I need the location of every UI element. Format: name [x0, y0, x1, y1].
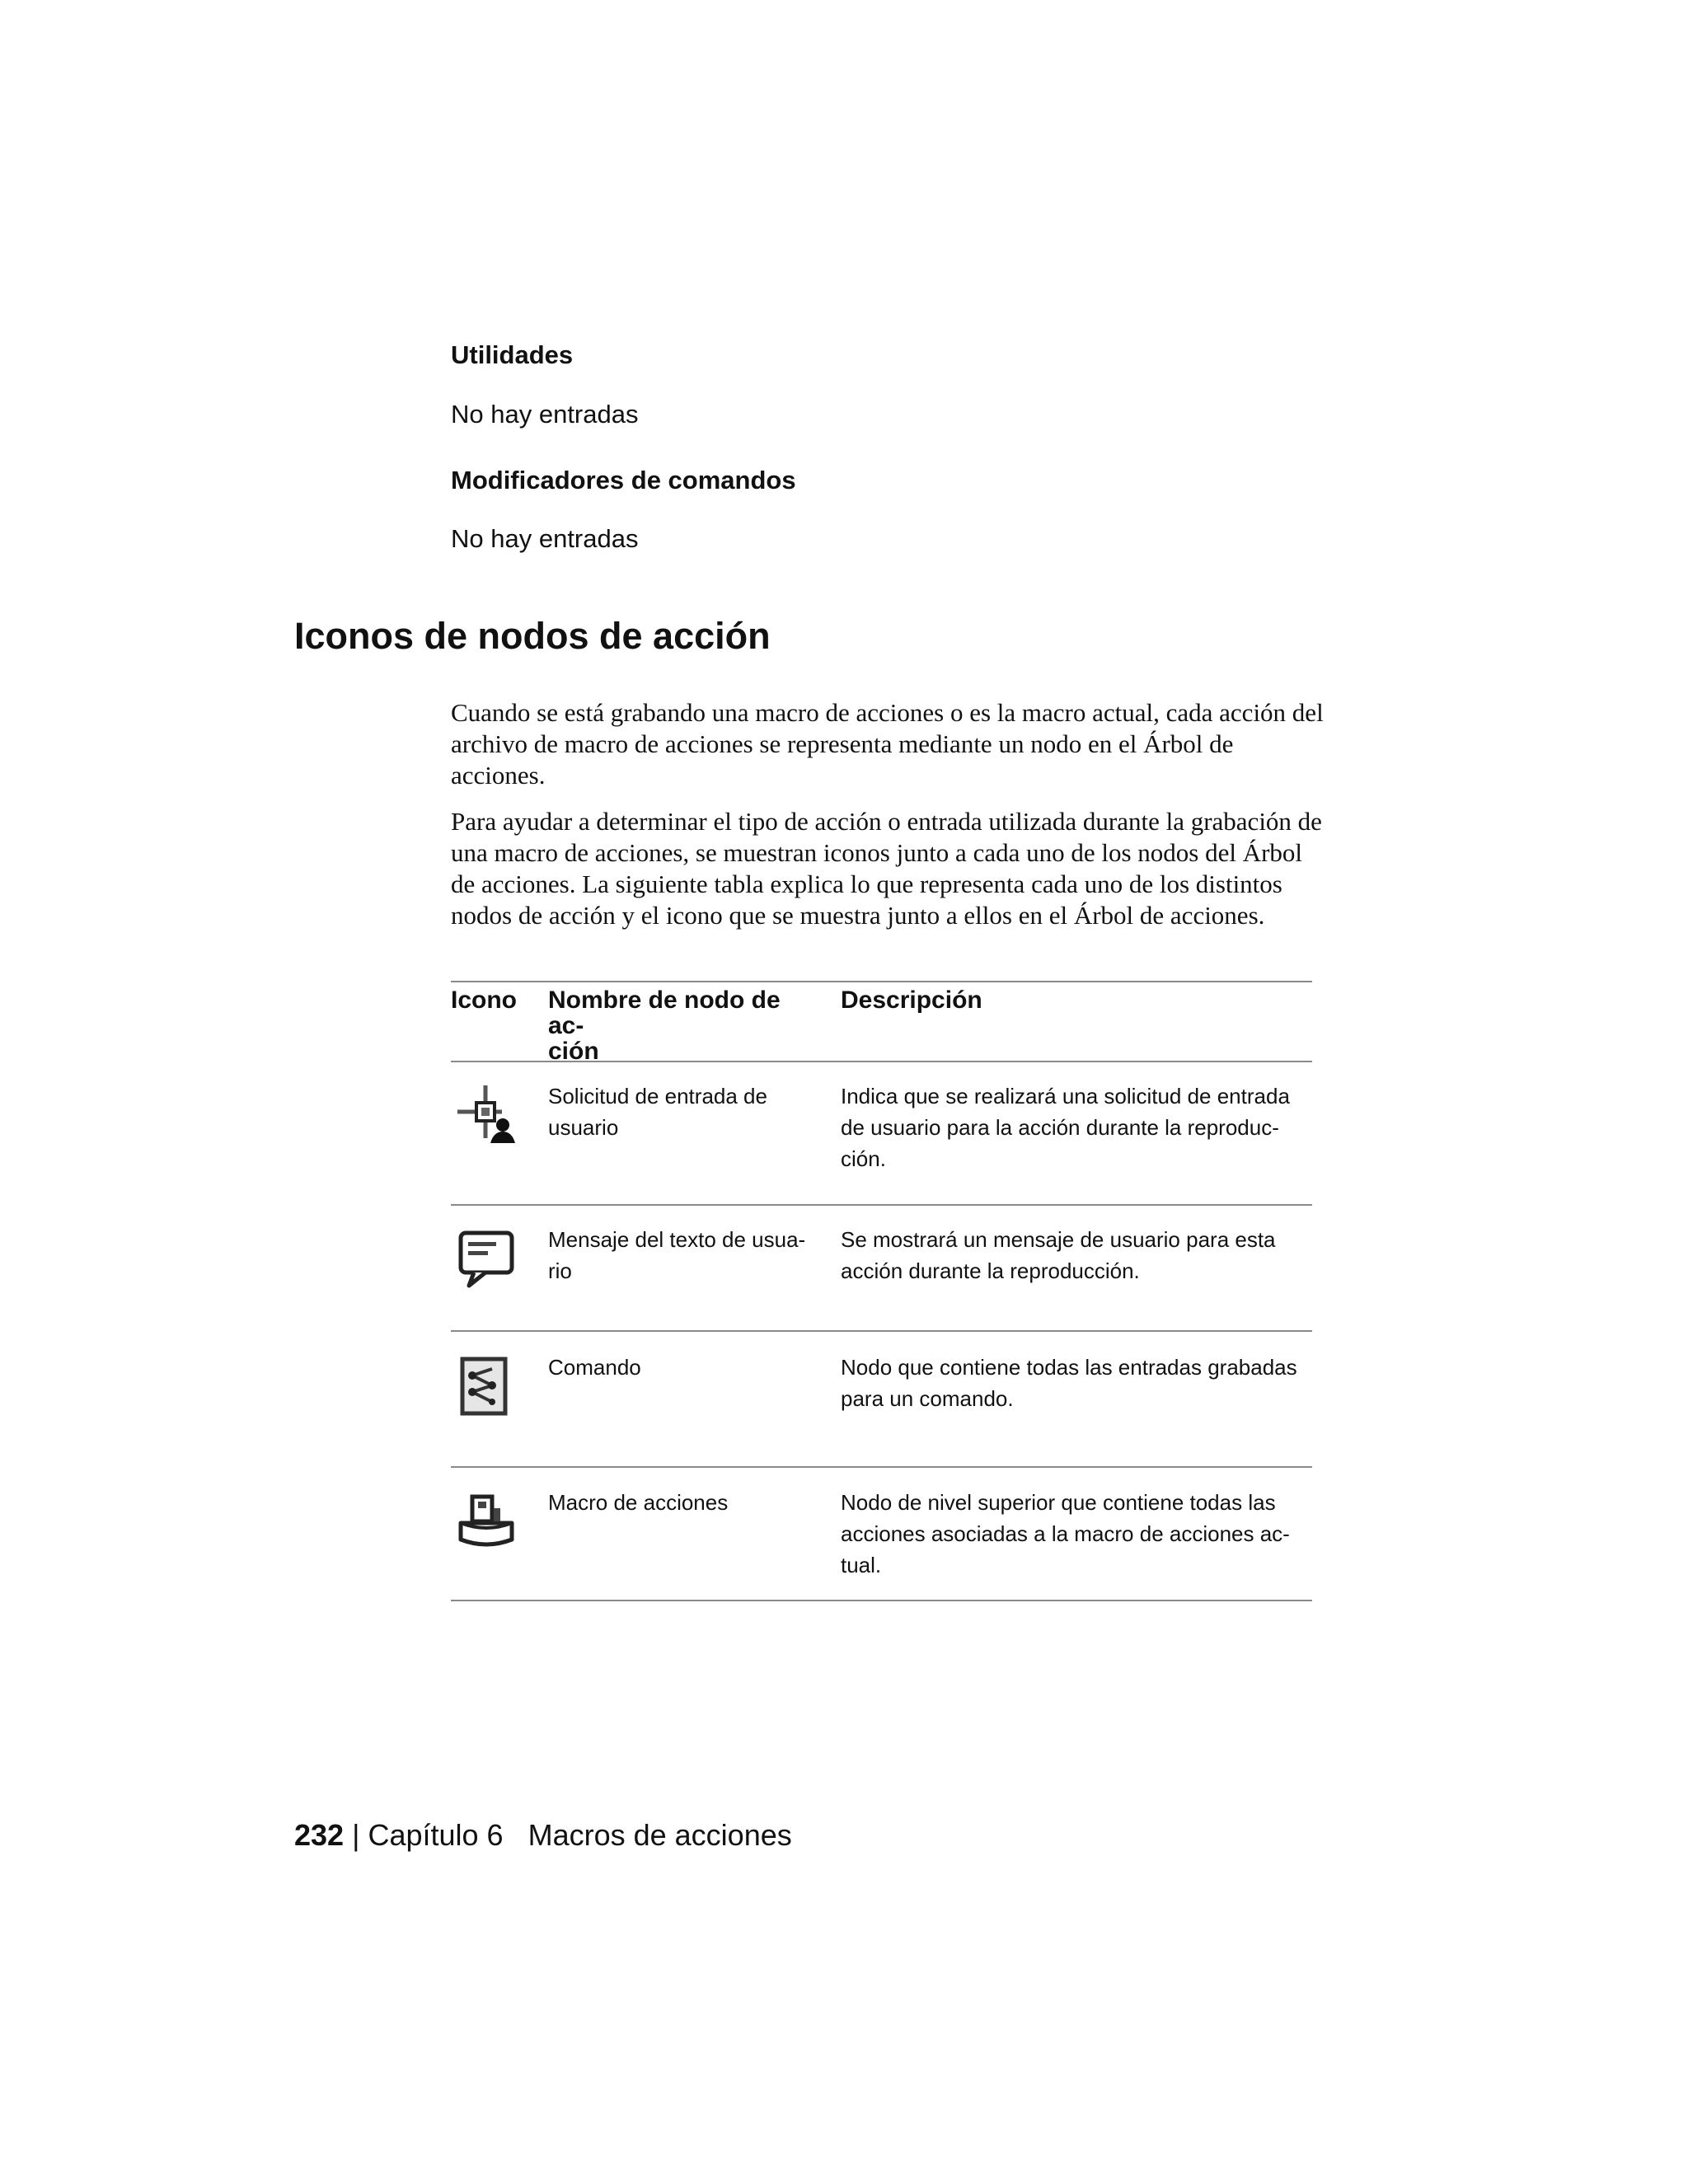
- header-icon: Icono: [451, 987, 517, 1014]
- action-macro-icon: [456, 1490, 517, 1551]
- footer-separator: |: [352, 1818, 360, 1852]
- chapter-label: Capítulo 6: [368, 1818, 504, 1852]
- row-divider: [451, 1466, 1312, 1468]
- explanation-paragraph: Para ayudar a determinar el tipo de acción o entrada utilizada durante la grabación de una macro de acciones, se muestran iconos junto a cada uno de los nodos del Árbol de acciones. La siguiente tabla explica lo que representa cada uno de los distintos nodos de acción y el icono que se muestra junto a ellos en el Árbol de acciones.: [451, 807, 1322, 930]
- node-description: Se mostrará un mensaje de usuario para esta acción durante la reproducción.: [841, 1227, 1276, 1283]
- header-node-name-line2: ción: [548, 1038, 599, 1065]
- node-name: Macro de acciones: [548, 1490, 729, 1515]
- intro-paragraph: Cuando se está grabando una macro de acciones o es la macro actual, cada acción del archivo de macro de acciones se representa mediante un nodo en el Árbol de acciones.: [451, 698, 1324, 790]
- page-number: 232: [294, 1818, 345, 1852]
- row-divider: [451, 1330, 1312, 1332]
- section-title: Iconos de nodos de acción: [294, 615, 771, 657]
- table-bottom-rule: [451, 1600, 1312, 1601]
- modificadores-text: No hay entradas: [451, 524, 639, 553]
- user-input-request-icon: [456, 1084, 517, 1145]
- table-header-rule: [451, 1061, 1312, 1062]
- utilidades-heading: Utilidades: [451, 340, 574, 369]
- node-name: Mensaje del texto de usua- rio: [548, 1227, 806, 1283]
- node-description: Nodo que contiene todas las entradas grabadas para un comando.: [841, 1355, 1297, 1411]
- header-node-name: [548, 987, 820, 1064]
- row-divider: [451, 1204, 1312, 1206]
- table-top-rule: [451, 981, 1312, 982]
- user-message-icon: [456, 1228, 517, 1289]
- header-description: Descripción: [841, 987, 982, 1014]
- command-icon: [456, 1356, 517, 1417]
- header-node-name-line1: Nombre de nodo de ac-: [548, 987, 781, 1039]
- node-name: Solicitud de entrada de usuario: [548, 1084, 767, 1140]
- node-name: Comando: [548, 1355, 641, 1380]
- page-footer: [294, 1817, 792, 1854]
- node-description: Indica que se realizará una solicitud de entrada de usuario para la acción durante la reproduc- ción.: [841, 1084, 1290, 1171]
- utilidades-text: No hay entradas: [451, 400, 639, 429]
- modificadores-heading: Modificadores de comandos: [451, 466, 796, 494]
- chapter-title: Macros de acciones: [528, 1818, 792, 1852]
- node-description: Nodo de nivel superior que contiene todas las acciones asociadas a la macro de acciones ac- tual.: [841, 1490, 1290, 1577]
